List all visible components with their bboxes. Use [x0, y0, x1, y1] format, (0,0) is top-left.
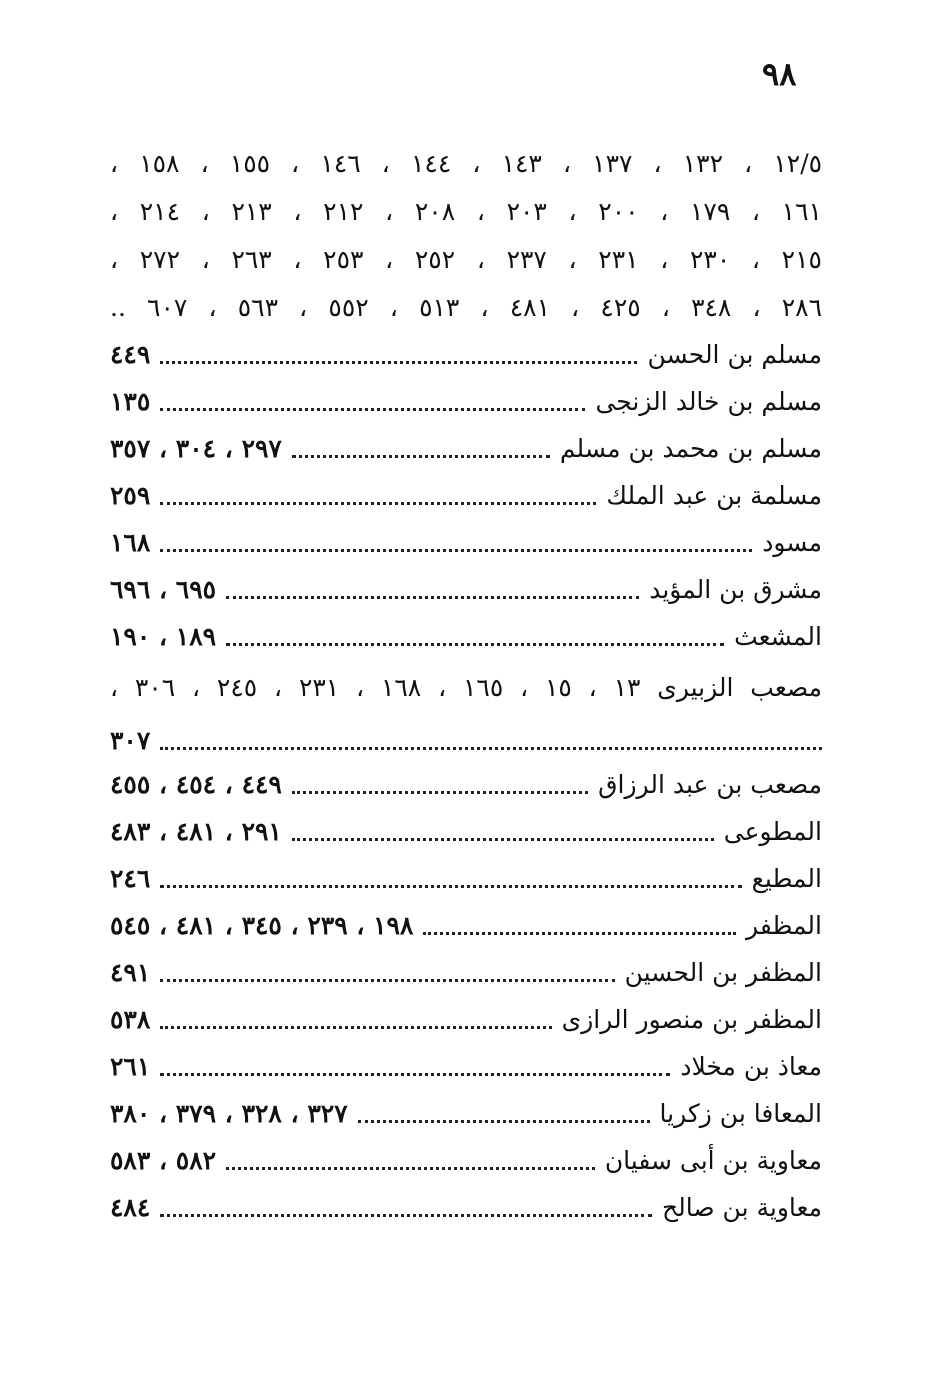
index-entry — [110, 1186, 822, 1230]
entry-pages: ٢٤٦ — [110, 864, 151, 893]
entry-pages: ٤٨٤ — [110, 1193, 151, 1222]
dot-leader — [226, 574, 639, 606]
entry-name: مسلم بن خالد الزنجى — [595, 387, 822, 416]
entry-name: المشعث — [734, 622, 822, 651]
entry-pages: ٤٤٩ — [110, 340, 151, 369]
entry-pages: ١٨٩ ، ١٩٠ — [110, 622, 217, 651]
index-entry — [110, 810, 822, 854]
dot-leader — [160, 386, 585, 418]
index-entry — [110, 333, 822, 377]
entry-name: مصعب بن عبد الرزاق — [598, 770, 822, 799]
dot-leader — [292, 433, 550, 465]
entry-name: المظفر بن الحسين — [624, 958, 822, 987]
dot-leader — [423, 910, 736, 942]
index-entry — [110, 1045, 822, 1089]
entry-name: معاذ بن مخلاد — [680, 1052, 822, 1081]
entry-name: المطوعى — [723, 817, 822, 846]
index-entry — [110, 719, 822, 763]
index-entry — [110, 998, 822, 1042]
dot-leader — [160, 339, 637, 371]
entry-name: مشرق بن المؤيد — [649, 575, 822, 604]
continuation-line: ٢٨٦ ، ٣٤٨ ، ٤٢٥ ، ٤٨١ ، ٥١٣ ، ٥٥٢ ، ٥٦٣ ، ٦٠٧ .. — [110, 293, 822, 322]
index-entry — [110, 1139, 822, 1183]
entry-pages: ١٩٨ ، ٢٣٩ ، ٣٤٥ ، ٤٨١ ، ٥٤٥ — [110, 911, 414, 940]
dot-leader — [160, 480, 596, 512]
entry-name: المظفر بن منصور الرازى — [561, 1005, 822, 1034]
entry-pages: ٤٤٩ ، ٤٥٤ ، ٤٥٥ — [110, 770, 282, 799]
dot-leader — [160, 527, 752, 559]
entry-pages: ٢٩٧ ، ٣٠٤ ، ٣٥٧ — [110, 434, 282, 463]
dot-leader — [160, 1192, 652, 1224]
entry-name: المظفر — [746, 911, 822, 940]
entry-pages: ٦٩٥ ، ٦٩٦ — [110, 575, 217, 604]
entry-pages: ٣٢٧ ، ٣٢٨ ، ٣٧٩ ، ٣٨٠ — [110, 1099, 348, 1128]
dot-leader — [226, 1145, 595, 1177]
entry-pages: ٥٨٢ ، ٥٨٣ — [110, 1146, 217, 1175]
entry-name: معاوية بن صالح — [662, 1193, 822, 1222]
index-entry — [110, 615, 822, 659]
entry-name: مسلم بن الحسن — [647, 340, 822, 369]
entry-name: مسلمة بن عبد الملك — [606, 481, 822, 510]
index-entry — [110, 474, 822, 518]
continuation-line: ١٦١ ، ١٧٩ ، ٢٠٠ ، ٢٠٣ ، ٢٠٨ ، ٢١٢ ، ٢١٣ ، ٢١٤ ، — [110, 197, 822, 226]
index-entry — [110, 1092, 822, 1136]
dot-leader — [226, 621, 724, 653]
entry-name: مسود — [762, 528, 822, 557]
index-entry — [110, 380, 822, 424]
dot-leader — [292, 816, 714, 848]
dot-leader — [160, 1004, 551, 1036]
continuation-line: ٢١٥ ، ٢٣٠ ، ٢٣١ ، ٢٣٧ ، ٢٥٢ ، ٢٥٣ ، ٢٦٣ ، ٢٧٢ ، — [110, 245, 822, 274]
dot-leader — [160, 725, 822, 757]
dot-leader — [292, 769, 588, 801]
entry-pages: ٣٠٧ — [110, 726, 151, 755]
entry-pages: ٢٥٩ — [110, 481, 151, 510]
entry-name: معاوية بن أبى سفيان — [604, 1146, 822, 1175]
index-entry — [110, 427, 822, 471]
dot-leader — [160, 957, 614, 989]
index-entry — [110, 568, 822, 612]
dot-leader — [160, 863, 741, 895]
index-entry — [110, 521, 822, 565]
dot-leader — [160, 1051, 670, 1083]
index-entry — [110, 763, 822, 807]
entry-name: المعافا بن زكريا — [659, 1099, 822, 1128]
entry-name: مسلم بن محمد بن مسلم — [559, 434, 822, 463]
entry-pages: ٤٩١ — [110, 958, 151, 987]
index-entry — [110, 904, 822, 948]
entry-name-multiline: مصعب الزبيرى ١٣ ، ١٥ ، ١٦٥ ، ١٦٨ ، ٢٣١ ، ٢٤٥ ، ٣٠٦ ، — [110, 673, 822, 702]
entry-pages: ٢٩١ ، ٤٨١ ، ٤٨٣ — [110, 817, 282, 846]
index-entry — [110, 951, 822, 995]
index-entry — [110, 857, 822, 901]
continuation-line: ١٢/٥ ، ١٣٢ ، ١٣٧ ، ١٤٣ ، ١٤٤ ، ١٤٦ ، ١٥٥ ، ١٥٨ ، — [110, 149, 822, 178]
entry-pages: ٥٣٨ — [110, 1005, 151, 1034]
dot-leader — [358, 1098, 650, 1130]
entry-pages: ١٣٥ — [110, 387, 151, 416]
entry-name: المطيع — [751, 864, 822, 893]
page-number: ٩٨ — [762, 55, 797, 93]
entry-pages: ٢٦١ — [110, 1052, 151, 1081]
entry-pages: ١٦٨ — [110, 528, 151, 557]
